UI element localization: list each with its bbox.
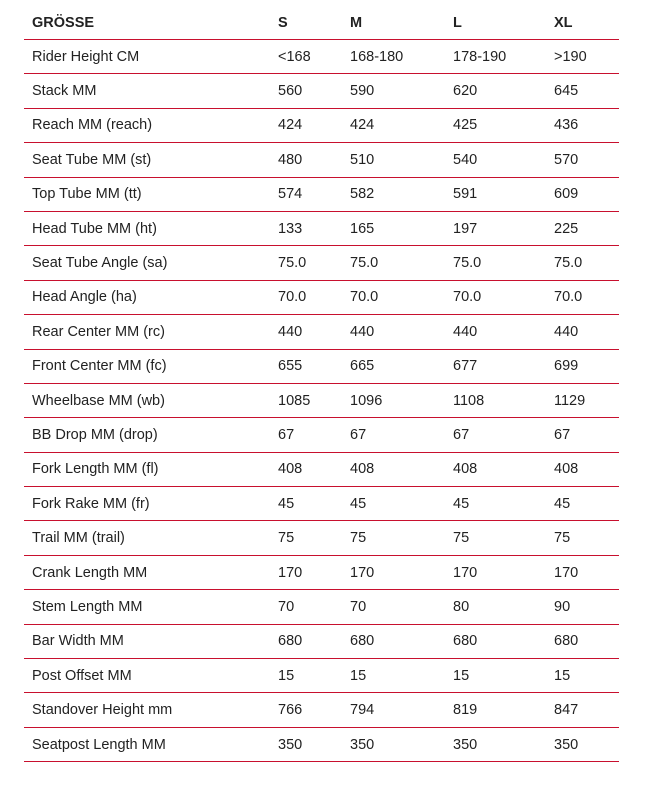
row-label: BB Drop MM (drop) <box>24 418 270 452</box>
cell-m: 794 <box>342 693 445 727</box>
cell-m: 15 <box>342 659 445 693</box>
cell-xl: 1129 <box>546 383 619 417</box>
cell-l: 677 <box>445 349 546 383</box>
cell-l: 75.0 <box>445 246 546 280</box>
cell-s: 350 <box>270 727 342 761</box>
cell-xl: 440 <box>546 315 619 349</box>
row-label: Reach MM (reach) <box>24 108 270 142</box>
cell-l: 178-190 <box>445 40 546 74</box>
header-size-m: M <box>342 6 445 40</box>
cell-xl: 350 <box>546 727 619 761</box>
cell-m: 75 <box>342 521 445 555</box>
row-label: Fork Rake MM (fr) <box>24 487 270 521</box>
cell-xl: 609 <box>546 177 619 211</box>
cell-xl: 15 <box>546 659 619 693</box>
cell-xl: 67 <box>546 418 619 452</box>
cell-xl: 70.0 <box>546 280 619 314</box>
cell-l: 591 <box>445 177 546 211</box>
cell-xl: 225 <box>546 211 619 245</box>
row-label: Top Tube MM (tt) <box>24 177 270 211</box>
cell-l: 408 <box>445 452 546 486</box>
row-label: Post Offset MM <box>24 659 270 693</box>
cell-xl: 408 <box>546 452 619 486</box>
header-size-s: S <box>270 6 342 40</box>
cell-l: 70.0 <box>445 280 546 314</box>
cell-l: 680 <box>445 624 546 658</box>
cell-s: 70.0 <box>270 280 342 314</box>
cell-m: 67 <box>342 418 445 452</box>
cell-l: 620 <box>445 74 546 108</box>
row-label: Seatpost Length MM <box>24 727 270 761</box>
cell-l: 819 <box>445 693 546 727</box>
cell-l: 15 <box>445 659 546 693</box>
cell-m: 168-180 <box>342 40 445 74</box>
cell-xl: 680 <box>546 624 619 658</box>
cell-m: 45 <box>342 487 445 521</box>
cell-xl: 699 <box>546 349 619 383</box>
table-row <box>24 246 619 280</box>
row-label: Standover Height mm <box>24 693 270 727</box>
table-row <box>24 624 619 658</box>
table-row <box>24 727 619 761</box>
row-label: Front Center MM (fc) <box>24 349 270 383</box>
table-row <box>24 280 619 314</box>
cell-xl: 90 <box>546 590 619 624</box>
cell-m: 582 <box>342 177 445 211</box>
table-row <box>24 315 619 349</box>
cell-l: 75 <box>445 521 546 555</box>
header-size-l: L <box>445 6 546 40</box>
table-row <box>24 487 619 521</box>
row-label: Stack MM <box>24 74 270 108</box>
cell-s: 480 <box>270 143 342 177</box>
row-label: Seat Tube MM (st) <box>24 143 270 177</box>
table-body <box>24 40 619 762</box>
table-row <box>24 349 619 383</box>
cell-s: 440 <box>270 315 342 349</box>
cell-s: 15 <box>270 659 342 693</box>
cell-xl: 75.0 <box>546 246 619 280</box>
cell-s: 75 <box>270 521 342 555</box>
cell-m: 424 <box>342 108 445 142</box>
table-row <box>24 693 619 727</box>
table-row <box>24 108 619 142</box>
cell-xl: 436 <box>546 108 619 142</box>
cell-m: 75.0 <box>342 246 445 280</box>
cell-s: <168 <box>270 40 342 74</box>
cell-l: 45 <box>445 487 546 521</box>
row-label: Seat Tube Angle (sa) <box>24 246 270 280</box>
table-row <box>24 452 619 486</box>
cell-xl: 170 <box>546 555 619 589</box>
cell-l: 80 <box>445 590 546 624</box>
header-size-label: GRÖSSE <box>24 6 270 40</box>
table-row <box>24 659 619 693</box>
cell-m: 70 <box>342 590 445 624</box>
cell-s: 45 <box>270 487 342 521</box>
row-label: Rider Height CM <box>24 40 270 74</box>
row-label: Fork Length MM (fl) <box>24 452 270 486</box>
row-label: Bar Width MM <box>24 624 270 658</box>
table-row <box>24 40 619 74</box>
cell-xl: 75 <box>546 521 619 555</box>
cell-s: 655 <box>270 349 342 383</box>
header-row <box>24 6 619 40</box>
row-label: Head Tube MM (ht) <box>24 211 270 245</box>
cell-m: 70.0 <box>342 280 445 314</box>
row-label: Crank Length MM <box>24 555 270 589</box>
cell-l: 170 <box>445 555 546 589</box>
cell-s: 133 <box>270 211 342 245</box>
cell-l: 440 <box>445 315 546 349</box>
header-size-xl: XL <box>546 6 619 40</box>
table-row <box>24 74 619 108</box>
cell-xl: 645 <box>546 74 619 108</box>
cell-l: 197 <box>445 211 546 245</box>
row-label: Head Angle (ha) <box>24 280 270 314</box>
table-row <box>24 383 619 417</box>
table-row <box>24 418 619 452</box>
cell-s: 75.0 <box>270 246 342 280</box>
row-label: Stem Length MM <box>24 590 270 624</box>
table-row <box>24 211 619 245</box>
cell-s: 424 <box>270 108 342 142</box>
cell-m: 1096 <box>342 383 445 417</box>
cell-xl: 847 <box>546 693 619 727</box>
cell-s: 766 <box>270 693 342 727</box>
cell-l: 67 <box>445 418 546 452</box>
row-label: Rear Center MM (rc) <box>24 315 270 349</box>
cell-s: 408 <box>270 452 342 486</box>
cell-xl: 570 <box>546 143 619 177</box>
table-row <box>24 555 619 589</box>
cell-m: 165 <box>342 211 445 245</box>
cell-s: 574 <box>270 177 342 211</box>
cell-l: 540 <box>445 143 546 177</box>
cell-s: 170 <box>270 555 342 589</box>
table-row <box>24 143 619 177</box>
cell-l: 1108 <box>445 383 546 417</box>
geometry-table <box>24 6 619 762</box>
cell-m: 510 <box>342 143 445 177</box>
cell-s: 67 <box>270 418 342 452</box>
cell-m: 170 <box>342 555 445 589</box>
cell-s: 680 <box>270 624 342 658</box>
cell-m: 680 <box>342 624 445 658</box>
table-row <box>24 521 619 555</box>
table-row <box>24 177 619 211</box>
cell-l: 350 <box>445 727 546 761</box>
table-row <box>24 590 619 624</box>
cell-m: 665 <box>342 349 445 383</box>
cell-xl: >190 <box>546 40 619 74</box>
cell-m: 350 <box>342 727 445 761</box>
cell-m: 408 <box>342 452 445 486</box>
cell-xl: 45 <box>546 487 619 521</box>
cell-m: 440 <box>342 315 445 349</box>
cell-l: 425 <box>445 108 546 142</box>
cell-s: 70 <box>270 590 342 624</box>
cell-s: 1085 <box>270 383 342 417</box>
cell-s: 560 <box>270 74 342 108</box>
row-label: Wheelbase MM (wb) <box>24 383 270 417</box>
row-label: Trail MM (trail) <box>24 521 270 555</box>
cell-m: 590 <box>342 74 445 108</box>
